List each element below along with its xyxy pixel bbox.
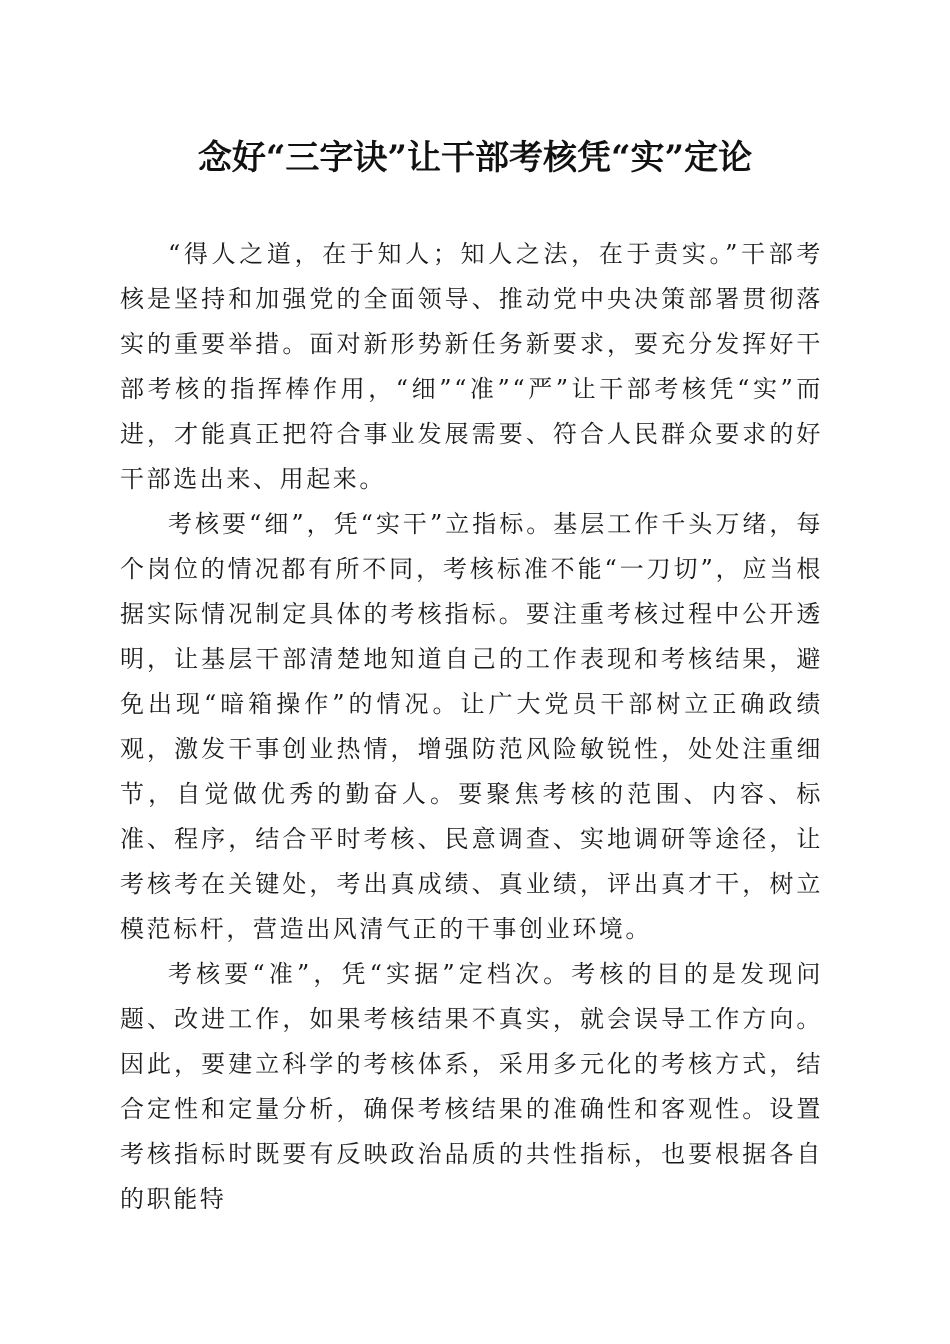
paragraph-accuracy: 考核要“准”，凭“实据”定档次。考核的目的是发现问题、改进工作，如果考核结果不真实，就会误导工作方向。因此，要建立科学的考核体系，采用多元化的考核方式，结合定性和定量分析，确保考核结果的准确性和客观性。设置考核指标时既要有反映政治品质的共性指标，也要根据各自的职能特 — [120, 960, 823, 1213]
paragraph-intro: “得人之道，在于知人；知人之法，在于责实。”干部考核是坚持和加强党的全面领导、推动党中央决策部署贯彻落实的重要举措。面对新形势新任务新要求，要充分发挥好干部考核的指挥棒作用，“细”“准”“严”让干部考核凭“实”而进，才能真正把符合事业发展需要、符合人民群众要求的好干部选出来、用起来。 — [120, 240, 823, 493]
document-body — [120, 232, 823, 1222]
document-title: 念好“三字诀”让干部考核凭“实”定论 — [197, 138, 753, 178]
paragraph-detail: 考核要“细”，凭“实干”立指标。基层工作千头万绪，每个岗位的情况都有所不同，考核标准不能“一刀切”，应当根据实际情况制定具体的考核指标。要注重考核过程中公开透明，让基层干部清楚地知道自己的工作表现和考核结果，避免出现“暗箱操作”的情况。让广大党员干部树立正确政绩观，激发干事创业热情，增强防范风险敏锐性，处处注重细节，自觉做优秀的勤奋人。要聚焦考核的范围、内容、标准、程序，结合平时考核、民意调查、实地调研等途径，让考核考在关键处，考出真成绩、真业绩，评出真才干，树立模范标杆，营造出风清气正的干事创业环境。 — [120, 510, 823, 943]
